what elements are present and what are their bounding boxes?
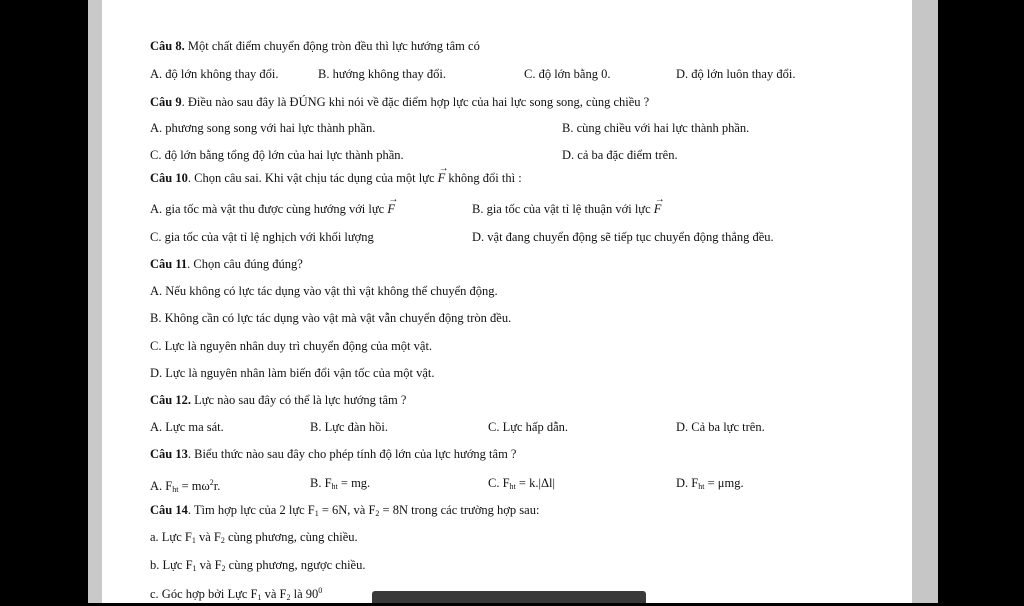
right-dark-margin	[938, 0, 1024, 603]
superscript-0: 0	[318, 586, 323, 595]
q10-option-b	[472, 201, 661, 217]
left-page-edge	[88, 0, 102, 603]
q14-part-a-mid: và F	[195, 530, 221, 544]
subscript-2: 2	[220, 536, 225, 545]
vector-f-symbol: → F	[654, 202, 662, 216]
question-9-stem	[150, 94, 649, 110]
q14-part-a-text: a. Lực F	[150, 530, 192, 544]
q10-option-d: D. vật đang chuyển động sẽ tiếp tục chuyển động thẳng đều.	[472, 230, 774, 244]
subscript-ht: ht	[509, 482, 516, 491]
question-10-stem	[150, 170, 522, 186]
question-10-text-end: không đổi thì :	[448, 171, 522, 185]
q12-option-b: B. Lực đàn hồi.	[310, 420, 388, 434]
subscript-ht: ht	[698, 482, 705, 491]
q8-option-d: D. độ lớn luôn thay đổi.	[676, 67, 796, 81]
q9-option-b: B. cùng chiều với hai lực thành phần.	[562, 121, 750, 135]
force-symbol: F	[502, 476, 510, 490]
q13-option-a	[150, 475, 220, 498]
left-dark-margin	[0, 0, 88, 603]
question-13-stem	[150, 446, 516, 462]
question-12-label: Câu 12.	[150, 393, 191, 407]
q13-option-a-prefix: A.	[150, 479, 166, 493]
vector-f-symbol: → F	[387, 202, 395, 216]
document-page	[102, 0, 912, 603]
q14-part-c-mid: và F	[261, 587, 287, 601]
question-11-text: . Chọn câu đúng đúng?	[187, 257, 303, 271]
subscript-1: 1	[192, 564, 197, 573]
question-13-text: . Biểu thức nào sau đây cho phép tính độ lớn của lực hướng tâm ?	[187, 447, 517, 461]
bottom-overlay-bar[interactable]	[372, 591, 646, 603]
q13-option-c-expr: = k.|Δl|	[515, 476, 555, 490]
question-9-label: Câu 9	[150, 95, 182, 109]
subscript-2: 2	[221, 564, 226, 573]
force-symbol: F	[691, 476, 699, 490]
vector-f-symbol: → F	[438, 171, 446, 185]
q8-option-b: B. hướng không thay đổi.	[318, 67, 446, 81]
q9-option-a: A. phương song song với hai lực thành phần.	[150, 121, 376, 135]
q12-option-d: D. Cả ba lực trên.	[676, 420, 765, 434]
question-14-label: Câu 14	[150, 503, 188, 517]
q14-part-c-end: là 90	[290, 587, 319, 601]
q14-part-a-end: cùng phương, cùng chiều.	[224, 530, 358, 544]
subscript-1: 1	[191, 536, 196, 545]
q10-option-a	[150, 201, 395, 217]
subscript-ht: ht	[331, 482, 338, 491]
q13-option-d-expr: = μmg.	[704, 476, 744, 490]
q13-option-b	[310, 475, 370, 495]
q13-option-b-prefix: B.	[310, 476, 325, 490]
question-12-stem	[150, 392, 406, 408]
question-14-text-end: = 8N trong các trường hợp sau:	[379, 503, 540, 517]
q11-option-c: C. Lực là nguyên nhân duy trì chuyển động của một vật.	[150, 339, 433, 353]
q12-option-a: A. Lực ma sát.	[150, 420, 224, 434]
q13-option-b-expr: = mg.	[337, 476, 371, 490]
q10-option-b-text: B. gia tốc của vật tỉ lệ thuận với lực	[472, 202, 651, 216]
question-8-text: Một chất điểm chuyển động tròn đều thì lực hướng tâm có	[187, 39, 480, 53]
question-14-stem	[150, 502, 539, 522]
question-14-text: . Tìm hợp lực của 2 lực F	[187, 503, 315, 517]
question-10-label: Câu 10	[150, 171, 188, 185]
q14-part-a	[150, 529, 358, 549]
q11-option-b: B. Không cần có lực tác dụng vào vật mà vật vẫn chuyển động tròn đều.	[150, 311, 512, 325]
subscript-1: 1	[257, 593, 262, 602]
q9-option-c: C. độ lớn bằng tổng độ lớn của hai lực thành phần.	[150, 148, 404, 162]
question-14-text-mid: = 6N, và F	[318, 503, 376, 517]
force-symbol: F	[324, 476, 332, 490]
subscript-ht: ht	[172, 485, 179, 494]
subscript-2: 2	[286, 593, 291, 602]
q14-part-b-mid: và F	[196, 558, 222, 572]
q13-option-d	[676, 475, 744, 495]
q8-option-c: C. độ lớn bằng 0.	[524, 67, 611, 81]
question-8-stem	[150, 38, 480, 54]
question-10-text: . Chọn câu sai. Khi vật chịu tác dụng của một lực	[187, 171, 435, 185]
question-13-label: Câu 13	[150, 447, 188, 461]
q14-part-b-text: b. Lực F	[150, 558, 193, 572]
q12-option-c: C. Lực hấp dẫn.	[488, 420, 569, 434]
q13-option-a-expr: = mω	[178, 479, 210, 493]
q8-option-a: A. độ lớn không thay đổi.	[150, 67, 279, 81]
question-8-label: Câu 8.	[150, 39, 185, 53]
right-page-edge	[912, 0, 938, 603]
q9-option-d: D. cả ba đặc điểm trên.	[562, 148, 678, 162]
question-11-stem	[150, 256, 303, 272]
q13-option-c	[488, 475, 555, 495]
q14-part-b-end: cùng phương, ngược chiều.	[225, 558, 366, 572]
question-12-text: Lực nào sau đây có thể là lực hướng tâm ?	[194, 393, 407, 407]
q11-option-d: D. Lực là nguyên nhân làm biến đổi vận tốc của một vật.	[150, 366, 435, 380]
q10-option-a-text: A. gia tốc mà vật thu được cùng hướng với lực	[150, 202, 385, 216]
force-symbol: F	[165, 479, 173, 493]
q10-option-c: C. gia tốc của vật tỉ lệ nghịch với khối lượng	[150, 230, 374, 244]
q13-option-d-prefix: D.	[676, 476, 692, 490]
q14-part-b	[150, 557, 365, 577]
superscript-2: 2	[209, 478, 214, 487]
q13-option-c-prefix: C.	[488, 476, 503, 490]
subscript-1: 1	[314, 509, 319, 518]
subscript-2: 2	[375, 509, 380, 518]
q11-option-a: A. Nếu không có lực tác dụng vào vật thì vật không thể chuyển động.	[150, 284, 498, 298]
question-11-label: Câu 11	[150, 257, 188, 271]
q14-part-c-text: c. Góc hợp bởi Lực F	[150, 587, 258, 601]
q13-option-a-end: r.	[213, 479, 221, 493]
question-9-text: . Điều nào sau đây là ĐÚNG khi nói về đặc điểm hợp lực của hai lực song song, cùng chiều ?	[181, 95, 650, 109]
